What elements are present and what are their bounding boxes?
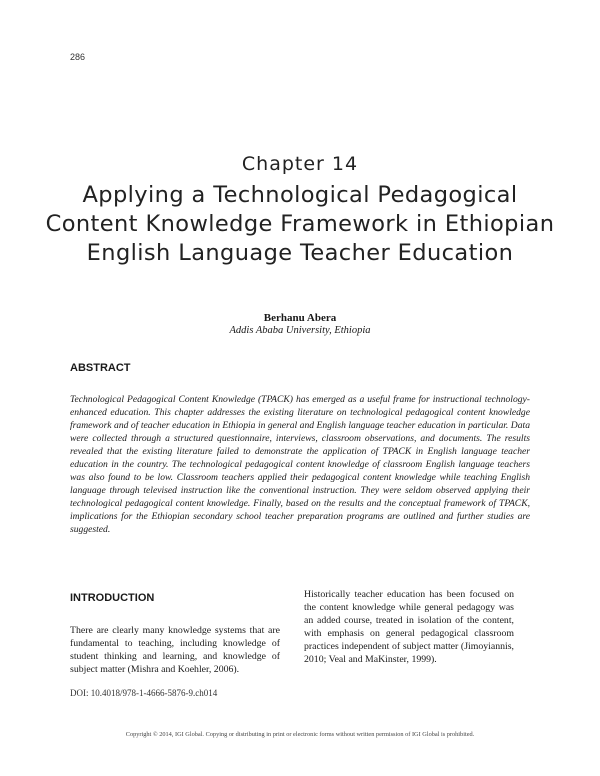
introduction-right-paragraph: Historically teacher education has been focused on the content knowledge while general pedagogy was an added course, treated in isolation of the content, with emphasis on general pedagogical classroom practices independent of subject matter (Jimoyiannis, 2010; Veal and MaKinster, 1999). [304,589,514,665]
chapter-title: Applying a Technological Pedagogical Content Knowledge Framework in Ethiopian English Language Teacher Education [45,182,555,266]
chapter-label: Chapter 14 [241,153,359,175]
introduction-left-paragraph: There are clearly many knowledge systems that are fundamental to teaching, including knowledge of student thinking and learning, and knowledge of subject matter (Mishra and Koehler, 2006). [70,625,280,675]
introduction-right-column [304,588,514,666]
author-affiliation: Addis Ababa University, Ethiopia [229,325,371,336]
doi-text: DOI: 10.4018/978-1-4666-5876-9.ch014 [70,688,218,698]
author-name: Berhanu Abera [263,312,337,324]
copyright-notice: Copyright © 2014, IGI Global. Copying or distributing in print or electronic forms without written permission of IGI Global is prohibited. [125,731,475,738]
page-number: 286 [70,52,86,62]
abstract-heading: ABSTRACT [70,362,131,374]
abstract-text: Technological Pedagogical Content Knowledge (TPACK) has emerged as a useful frame for instructional technology-enhanced education. This chapter addresses the existing literature on technological pedagogical content knowledge framework and of teacher education in Ethiopia in general and English language teacher education in particular. Data were collected through a structured questionnaire, interviews, classroom observations, and documents. The results revealed that the existing literature failed to demonstrate the application of TPACK in English language teacher education in the country. The technological pedagogical content knowledge of classroom English language teachers was also found to be low. Classroom teachers applied their pedagogical content knowledge while teaching English language through televised instruction like the conventional instruction. They were seldom observed applying their technological pedagogical content knowledge. Finally, based on the results and the conceptual framework of TPACK, implications for the Ethiopian secondary school teacher preparation programs are outlined and further studies are suggested. [70,394,530,535]
introduction-heading: INTRODUCTION [70,592,155,604]
introduction-left-column [70,592,280,676]
